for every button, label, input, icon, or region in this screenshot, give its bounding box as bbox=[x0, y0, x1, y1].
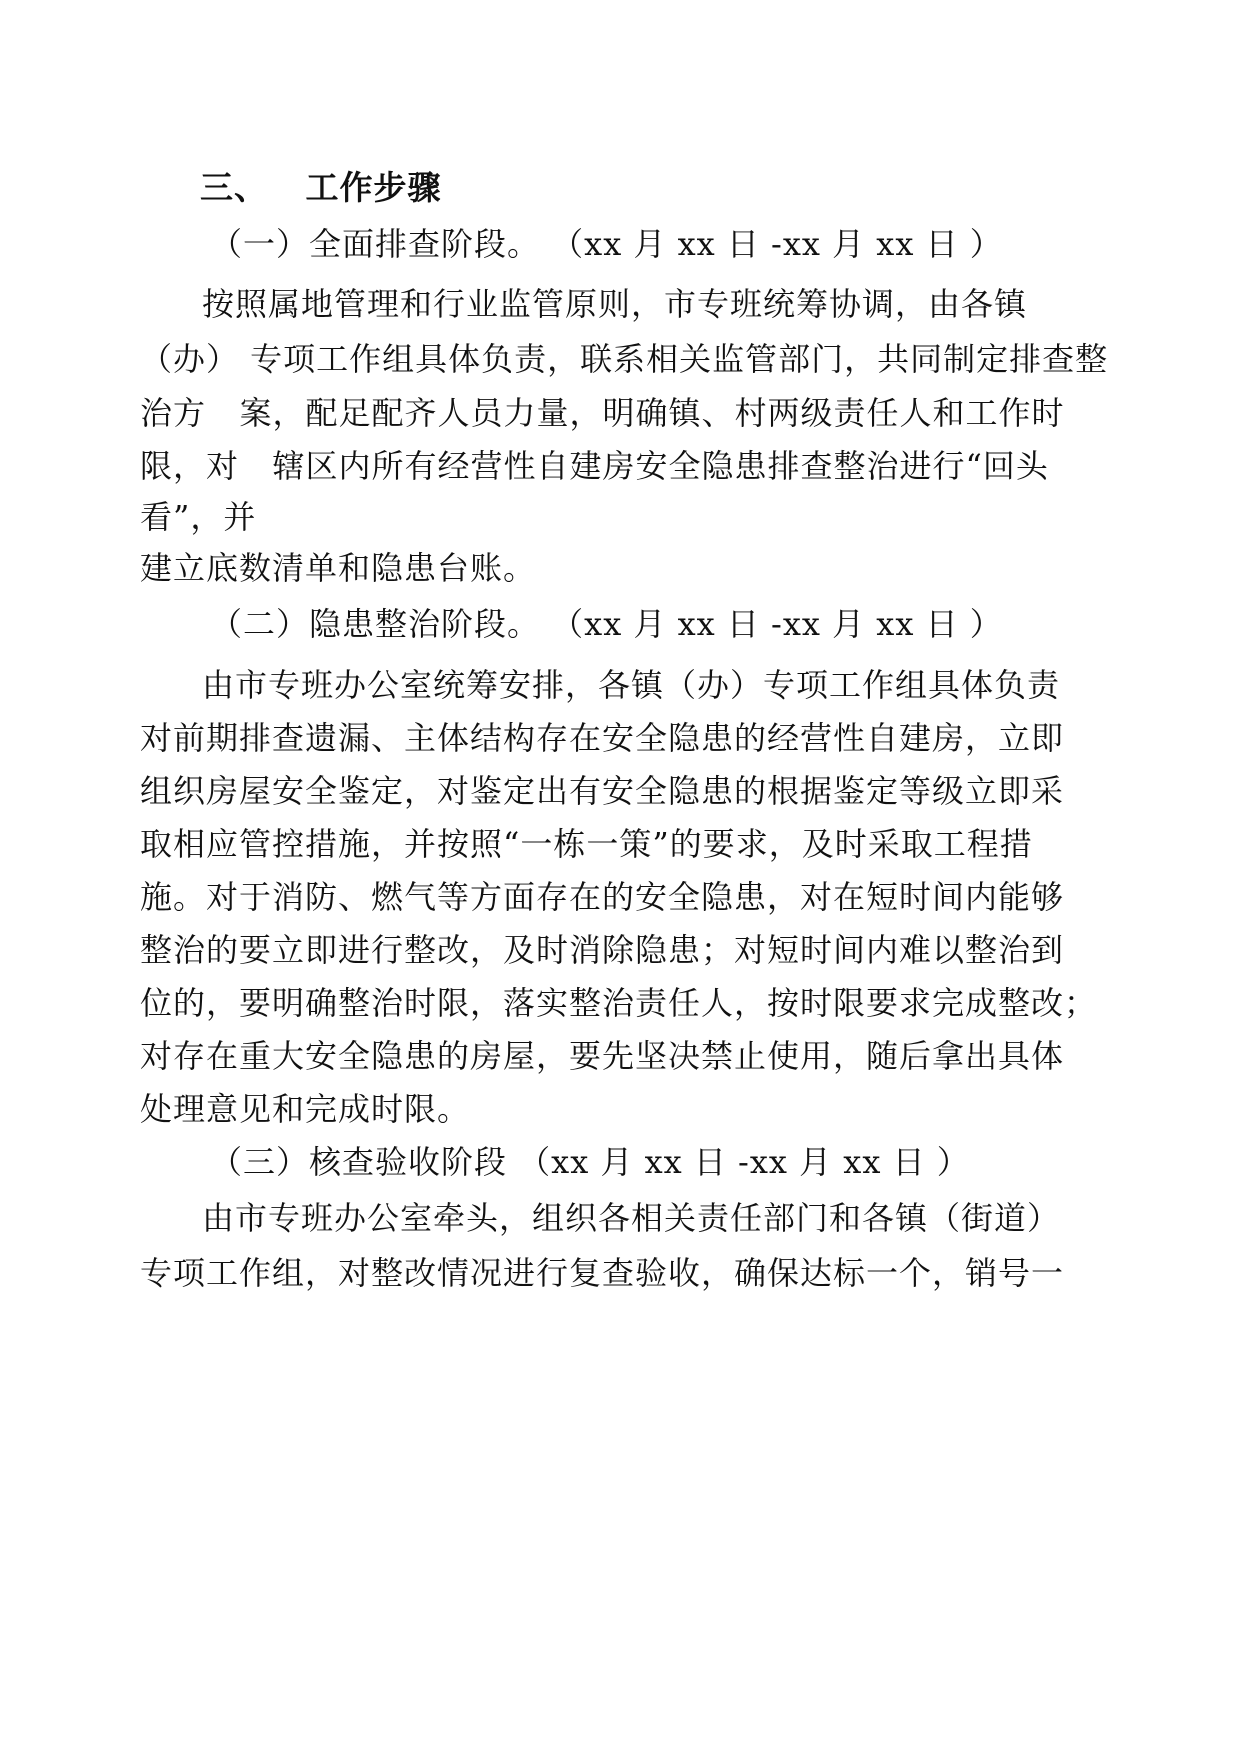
stage-1-line-5: 看”，并 bbox=[140, 498, 257, 536]
stage-2-line-2: 对前期排查遗漏、主体结构存在安全隐患的经营性自建房，立即 bbox=[140, 719, 1065, 757]
stage-3-line-1: 由市专班办公室牵头，组织各相关责任部门和各镇（街道） bbox=[202, 1199, 1061, 1237]
stage-1-line-4: 限，对 辖区内所有经营性自建房安全隐患排查整治进行“回头 bbox=[140, 447, 1049, 485]
stage-1-line-6: 建立底数清单和隐患台账。 bbox=[140, 549, 537, 587]
stage-2-line-5: 施。对于消防、燃气等方面存在的安全隐患，对在短时间内能够 bbox=[140, 878, 1065, 916]
stage-2-line-3: 组织房屋安全鉴定，对鉴定出有安全隐患的根据鉴定等级立即采 bbox=[140, 772, 1065, 810]
stage-2-line-4: 取相应管控措施，并按照“一栋一策”的要求，及时采取工程措 bbox=[140, 825, 1033, 863]
section-heading: 三、 工作步骤 bbox=[200, 168, 442, 207]
stage-1-line-3: 治方 案，配足配齐人员力量，明确镇、村两级责任人和工作时 bbox=[140, 394, 1065, 432]
stage-2-title: （二）隐患整治阶段。 （xx 月 xx 日 -xx 月 xx 日 ） bbox=[210, 605, 1003, 643]
stage-1-line-2: （办） 专项工作组具体负责，联系相关监管部门，共同制定排查整 bbox=[140, 340, 1109, 378]
stage-2-line-6: 整治的要立即进行整改，及时消除隐患；对短时间内难以整治到 bbox=[140, 931, 1065, 969]
stage-2-line-1: 由市专班办公室统筹安排，各镇（办）专项工作组具体负责 bbox=[202, 666, 1061, 704]
stage-1-line-1: 按照属地管理和行业监管原则，市专班统筹协调，由各镇 bbox=[202, 285, 1028, 323]
stage-1-title: （一）全面排查阶段。 （xx 月 xx 日 -xx 月 xx 日 ） bbox=[210, 225, 1003, 263]
stage-3-title: （三）核查验收阶段 （xx 月 xx 日 -xx 月 xx 日 ） bbox=[210, 1143, 970, 1181]
stage-2-line-8: 对存在重大安全隐患的房屋，要先坚决禁止使用，随后拿出具体 bbox=[140, 1037, 1065, 1075]
stage-2-line-9: 处理意见和完成时限。 bbox=[140, 1090, 471, 1128]
stage-3-line-2: 专项工作组，对整改情况进行复查验收，确保达标一个，销号一 bbox=[140, 1254, 1065, 1292]
stage-2-line-7: 位的，要明确整治时限，落实整治责任人，按时限要求完成整改； bbox=[140, 984, 1098, 1022]
